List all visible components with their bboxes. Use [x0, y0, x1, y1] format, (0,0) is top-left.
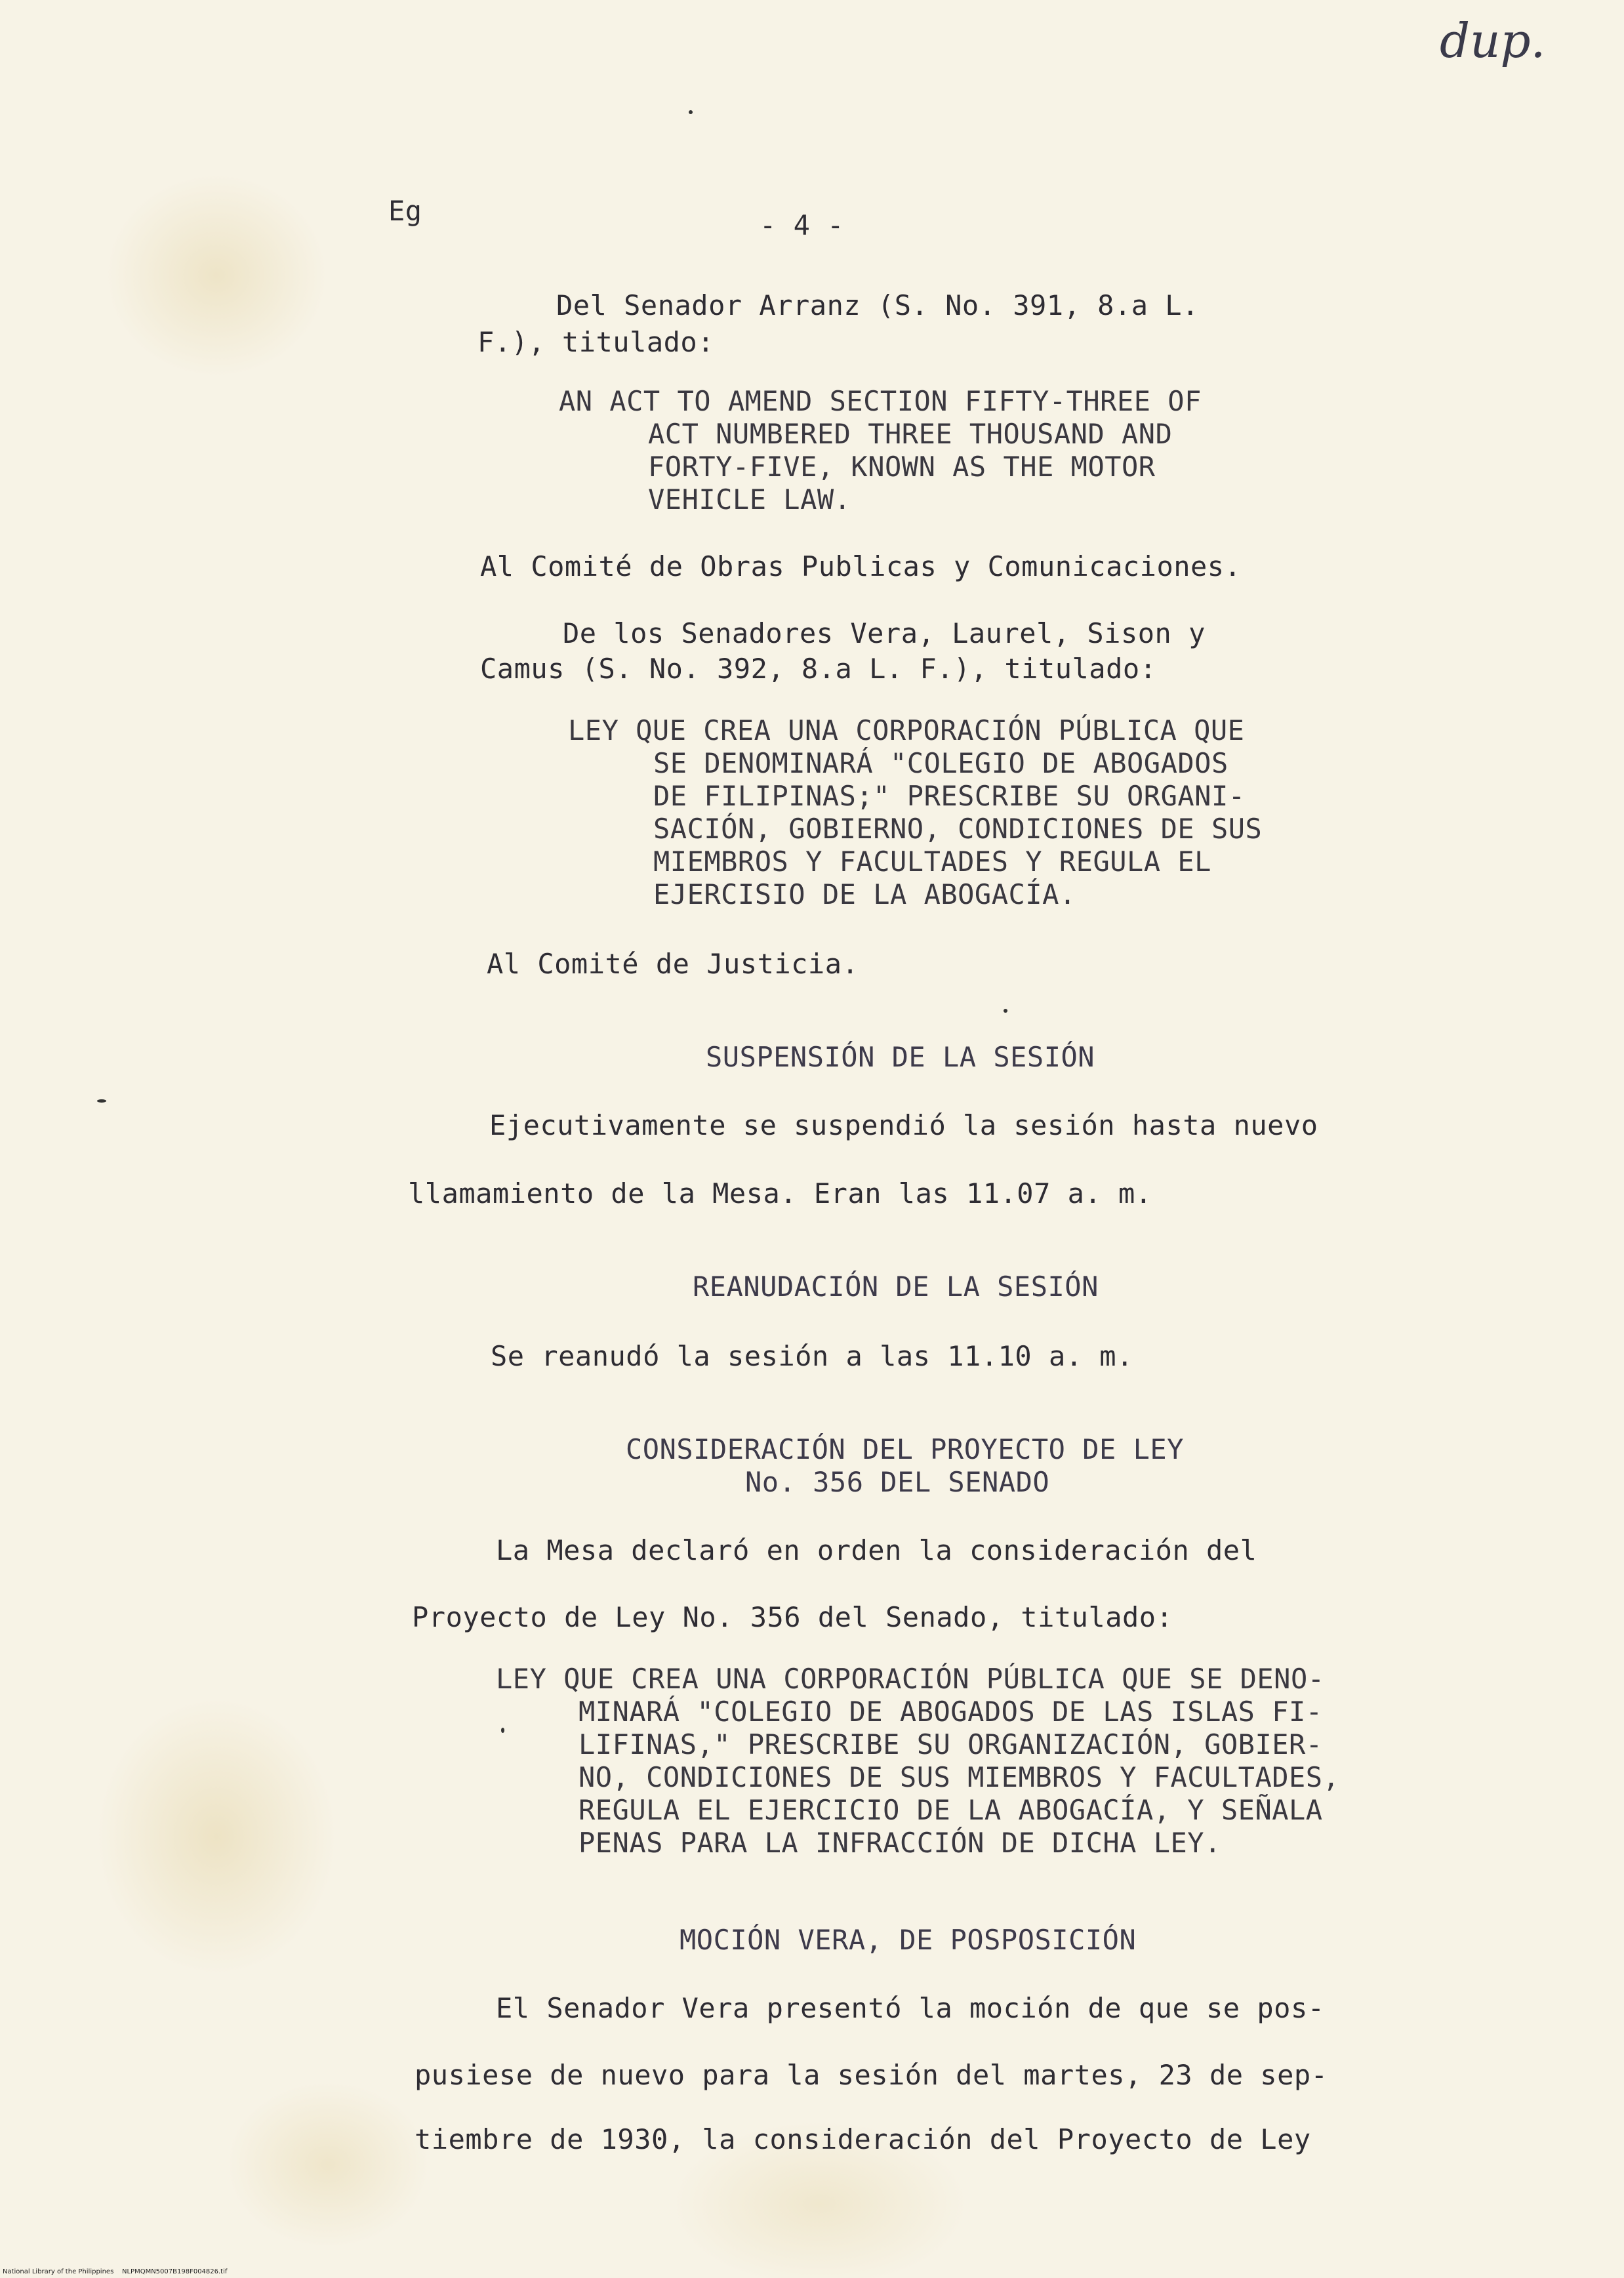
paragraph-line: El Senador Vera presentó la moción de que se pos- [496, 1992, 1325, 2024]
paragraph-line: Camus (S. No. 392, 8.a L. F.), titulado: [480, 653, 1157, 685]
paragraph-line: La Mesa declaró en orden la consideración del [496, 1534, 1257, 1566]
bill-title-line: FORTY-FIVE, KNOWN AS THE MOTOR [648, 451, 1156, 483]
bill-title-line: LEY QUE CREA UNA CORPORACIÓN PÚBLICA QUE [568, 714, 1245, 746]
bill-title-line: AN ACT TO AMEND SECTION FIFTY-THREE OF [559, 385, 1202, 417]
paragraph-line: llamamiento de la Mesa. Eran las 11.07 a. m. [408, 1177, 1152, 1210]
typist-initials: Eg [388, 195, 422, 227]
bill-title-line: LEY QUE CREA UNA CORPORACIÓN PÚBLICA QUE SE DENO- [496, 1663, 1325, 1695]
bill-title-line: ACT NUMBERED THREE THOUSAND AND [648, 418, 1173, 450]
committee-referral: Al Comité de Justicia. [487, 948, 859, 980]
section-heading: CONSIDERACIÓN DEL PROYECTO DE LEY [626, 1433, 1184, 1465]
ink-speck [501, 1728, 504, 1733]
paragraph-line: Proyecto de Ley No. 356 del Senado, titulado: [412, 1601, 1173, 1633]
paragraph-line: tiembre de 1930, la consideración del Proyecto de Ley [415, 2123, 1311, 2155]
bill-title-line: VEHICLE LAW. [648, 483, 851, 516]
ink-speck [97, 1099, 106, 1103]
ink-speck [689, 110, 693, 114]
bill-title-line: DE FILIPINAS;" PRESCRIBE SU ORGANI- [653, 780, 1246, 812]
section-heading: SUSPENSIÓN DE LA SESIÓN [706, 1041, 1095, 1073]
bill-title-line: MINARÁ "COLEGIO DE ABOGADOS DE LAS ISLAS FI- [579, 1696, 1323, 1728]
bill-title-line: EJERCISIO DE LA ABOGACÍA. [653, 878, 1076, 910]
bill-title-line: PENAS PARA LA INFRACCIÓN DE DICHA LEY. [579, 1827, 1221, 1859]
bill-title-line: MIEMBROS Y FACULTADES Y REGULA EL [653, 845, 1211, 878]
section-heading: REANUDACIÓN DE LA SESIÓN [693, 1271, 1099, 1303]
archive-footer: National Library of the Philippines NLPMQMN5007B198F004826.tif [3, 2268, 228, 2275]
bill-title-line: SE DENOMINARÁ "COLEGIO DE ABOGADOS [653, 747, 1228, 779]
bill-title-line: REGULA EL EJERCICIO DE LA ABOGACÍA, Y SEÑALA [579, 1794, 1323, 1826]
paragraph-line: Se reanudó la sesión a las 11.10 a. m. [491, 1340, 1133, 1372]
paragraph-line: pusiese de nuevo para la sesión del martes, 23 de sep- [415, 2059, 1328, 2091]
handwritten-annotation: dup. [1440, 13, 1546, 68]
paragraph-line: Del Senador Arranz (S. No. 391, 8.a L. [556, 289, 1199, 321]
bill-title-line: LIFINAS," PRESCRIBE SU ORGANIZACIÓN, GOBIER- [579, 1728, 1323, 1760]
committee-referral: Al Comité de Obras Publicas y Comunicaciones. [480, 550, 1242, 582]
page-number: - 4 - [760, 209, 844, 241]
ink-speck [1004, 1009, 1007, 1013]
section-heading: No. 356 DEL SENADO [745, 1466, 1050, 1498]
paragraph-line: F.), titulado: [477, 326, 715, 358]
bill-title-line: NO, CONDICIONES DE SUS MIEMBROS Y FACULTADES, [579, 1761, 1340, 1793]
bill-title-line: SACIÓN, GOBIERNO, CONDICIONES DE SUS [653, 813, 1263, 845]
paragraph-line: Ejecutivamente se suspendió la sesión hasta nuevo [489, 1109, 1318, 1141]
section-heading: MOCIÓN VERA, DE POSPOSICIÓN [680, 1924, 1137, 1956]
paragraph-line: De los Senadores Vera, Laurel, Sison y [563, 617, 1206, 649]
